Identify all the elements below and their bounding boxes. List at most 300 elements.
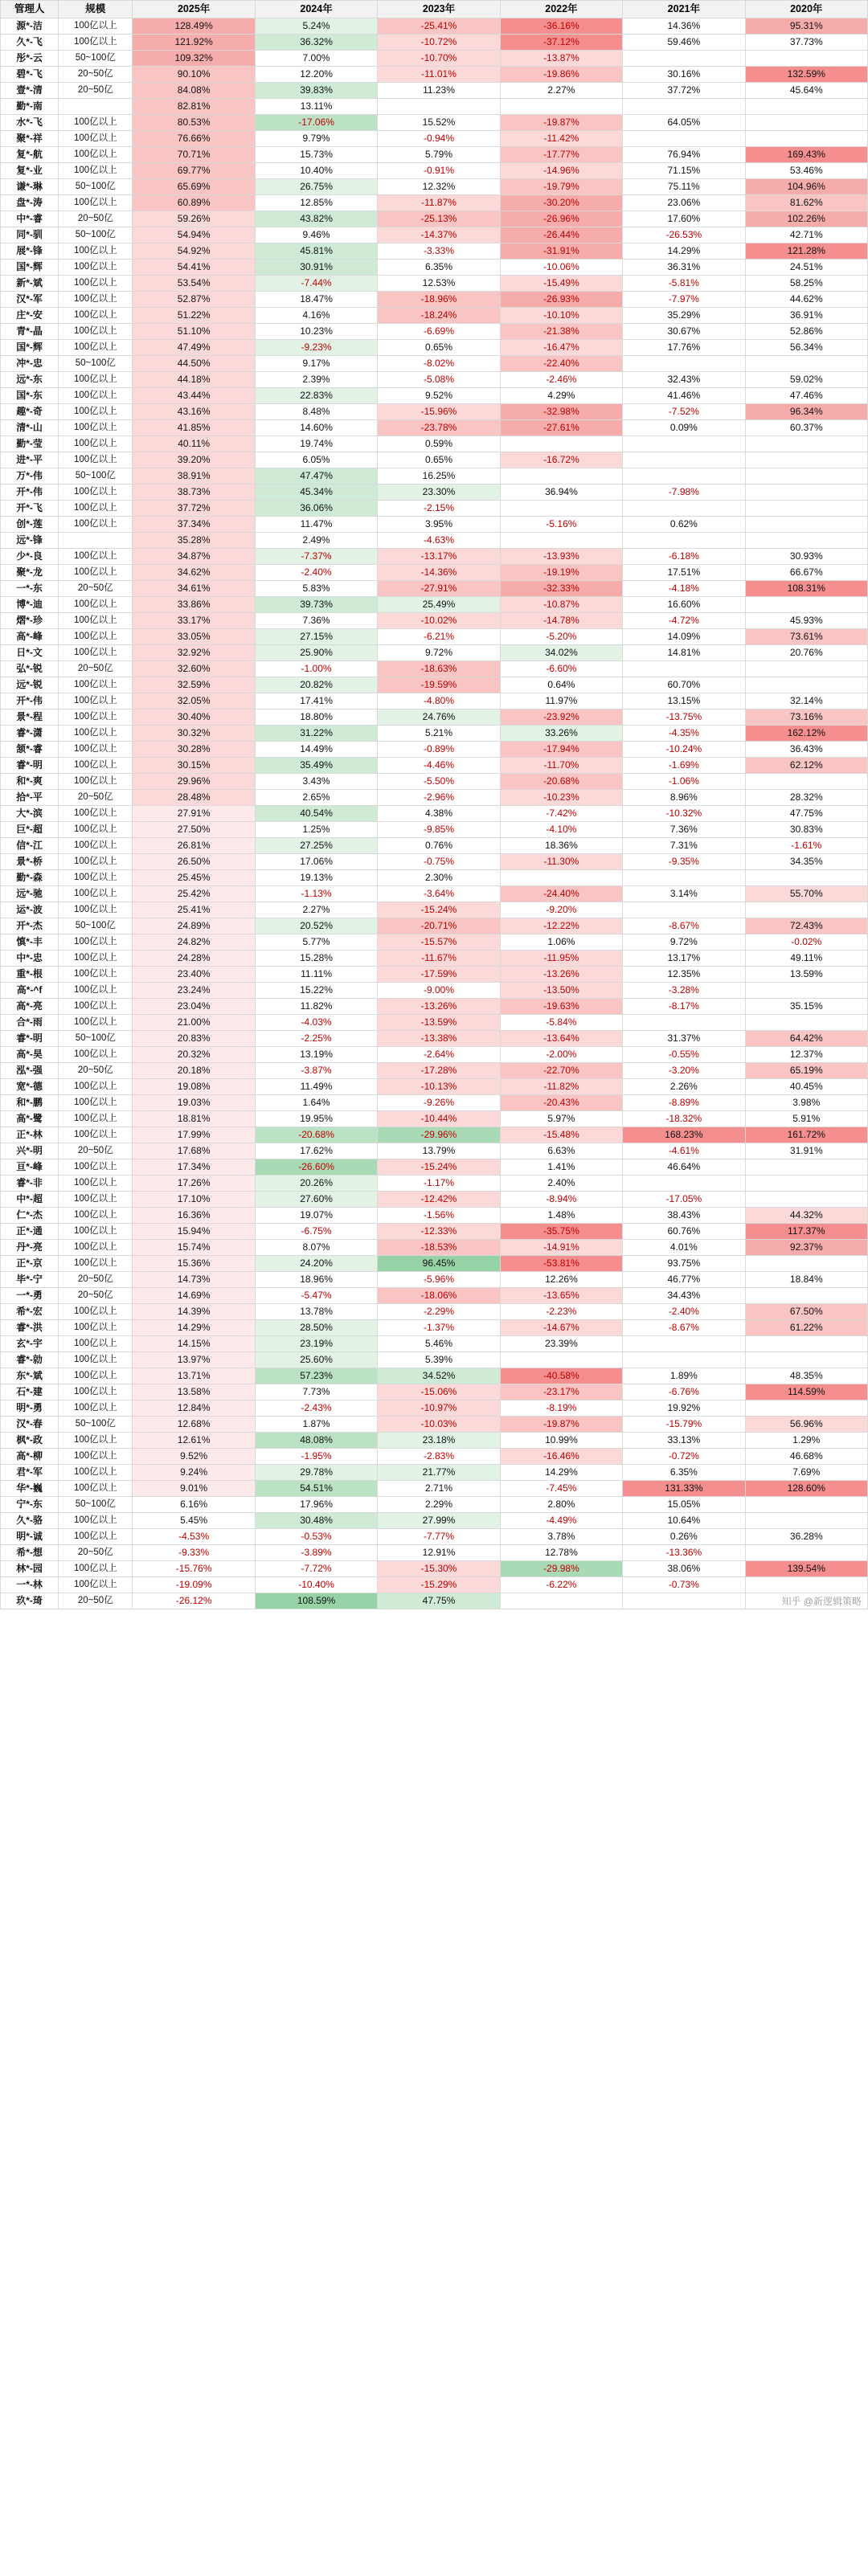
scale-cell: 100亿以上 <box>59 147 133 163</box>
return-cell-2020年: 139.54% <box>745 1561 867 1577</box>
return-cell-2021年: 17.60% <box>623 211 745 227</box>
return-cell-2021年: 38.43% <box>623 1208 745 1224</box>
return-cell-2023年: 12.53% <box>378 276 500 292</box>
return-cell-2022年: -6.22% <box>500 1577 622 1593</box>
return-cell-2021年: -4.61% <box>623 1143 745 1159</box>
manager-name-cell: 国*-辉 <box>1 260 59 276</box>
return-cell-2024年: 6.05% <box>255 452 377 468</box>
manager-name-cell: 颔*-睿 <box>1 742 59 758</box>
return-cell-2025年: 21.00% <box>133 1015 255 1031</box>
return-cell-2021年: -0.73% <box>623 1577 745 1593</box>
return-cell-2024年: -2.25% <box>255 1031 377 1047</box>
scale-cell: 100亿以上 <box>59 1368 133 1384</box>
return-cell-2020年: 95.31% <box>745 18 867 35</box>
return-cell-2024年: 11.11% <box>255 967 377 983</box>
return-cell-2025年: 17.10% <box>133 1192 255 1208</box>
return-cell-2021年: 14.81% <box>623 645 745 661</box>
table-row <box>1 468 868 485</box>
return-cell-2022年: -13.50% <box>500 983 622 999</box>
table-row <box>1 549 868 565</box>
return-cell-2022年: -15.48% <box>500 1127 622 1143</box>
scale-cell: 100亿以上 <box>59 372 133 388</box>
return-cell-2020年: 55.70% <box>745 886 867 902</box>
manager-name-cell: 水*-飞 <box>1 115 59 131</box>
return-cell-2023年: 25.49% <box>378 597 500 613</box>
return-cell-2025年: 17.99% <box>133 1127 255 1143</box>
return-cell-2022年: 2.27% <box>500 83 622 99</box>
return-cell-2020年: 28.32% <box>745 790 867 806</box>
return-cell-2020年: 59.02% <box>745 372 867 388</box>
return-cell-2025年: -9.33% <box>133 1545 255 1561</box>
return-cell-2025年: 19.08% <box>133 1079 255 1095</box>
manager-name-cell: 谦*-琳 <box>1 179 59 195</box>
return-cell-2023年: -11.67% <box>378 951 500 967</box>
return-cell-2021年 <box>623 1593 745 1609</box>
return-cell-2023年: -18.96% <box>378 292 500 308</box>
return-cell-2020年: 62.12% <box>745 758 867 774</box>
manager-name-cell: 彤*-云 <box>1 51 59 67</box>
return-cell-2025年: 32.60% <box>133 661 255 677</box>
scale-cell: 100亿以上 <box>59 1192 133 1208</box>
return-cell-2023年: 3.95% <box>378 517 500 533</box>
return-cell-2023年: 24.76% <box>378 709 500 726</box>
return-cell-2021年: 13.17% <box>623 951 745 967</box>
return-cell-2023年: 5.21% <box>378 726 500 742</box>
return-cell-2022年: -10.23% <box>500 790 622 806</box>
return-cell-2024年: -7.44% <box>255 276 377 292</box>
return-cell-2025年: 51.22% <box>133 308 255 324</box>
return-cell-2023年: -29.96% <box>378 1127 500 1143</box>
table-row <box>1 147 868 163</box>
return-cell-2023年: 12.32% <box>378 179 500 195</box>
return-cell-2022年: -20.43% <box>500 1095 622 1111</box>
return-cell-2020年: 36.43% <box>745 742 867 758</box>
table-row <box>1 18 868 35</box>
manager-name-cell: 万*-伟 <box>1 468 59 485</box>
scale-cell: 100亿以上 <box>59 758 133 774</box>
return-cell-2021年: 46.77% <box>623 1272 745 1288</box>
return-cell-2024年: -26.60% <box>255 1159 377 1176</box>
return-cell-2023年: -12.33% <box>378 1224 500 1240</box>
return-cell-2022年 <box>500 468 622 485</box>
return-cell-2025年: 15.74% <box>133 1240 255 1256</box>
return-cell-2022年: -4.10% <box>500 822 622 838</box>
return-cell-2020年: 12.37% <box>745 1047 867 1063</box>
scale-cell: 20~50亿 <box>59 1545 133 1561</box>
return-cell-2022年: -9.20% <box>500 902 622 918</box>
return-cell-2020年 <box>745 356 867 372</box>
return-cell-2025年: 13.97% <box>133 1352 255 1368</box>
return-cell-2021年 <box>623 1336 745 1352</box>
scale-cell: 100亿以上 <box>59 806 133 822</box>
return-cell-2024年: 20.26% <box>255 1176 377 1192</box>
return-cell-2025年: 25.42% <box>133 886 255 902</box>
return-cell-2025年: 53.54% <box>133 276 255 292</box>
return-cell-2024年: 30.48% <box>255 1513 377 1529</box>
return-cell-2023年: -2.15% <box>378 501 500 517</box>
return-cell-2023年: -3.33% <box>378 243 500 260</box>
return-cell-2021年: 15.05% <box>623 1497 745 1513</box>
return-cell-2022年: -19.87% <box>500 115 622 131</box>
return-cell-2024年: 11.82% <box>255 999 377 1015</box>
manager-name-cell: 日*-文 <box>1 645 59 661</box>
return-cell-2024年: 29.78% <box>255 1465 377 1481</box>
return-cell-2020年: 81.62% <box>745 195 867 211</box>
return-cell-2025年: 16.36% <box>133 1208 255 1224</box>
return-cell-2021年: 17.51% <box>623 565 745 581</box>
return-cell-2021年: 23.06% <box>623 195 745 211</box>
manager-name-cell: 重*-根 <box>1 967 59 983</box>
col-header-2023: 2023年 <box>378 1 500 18</box>
return-cell-2020年 <box>745 774 867 790</box>
return-cell-2025年: 20.18% <box>133 1063 255 1079</box>
return-cell-2023年: -7.77% <box>378 1529 500 1545</box>
manager-name-cell: 宁*-东 <box>1 1497 59 1513</box>
return-cell-2021年: 7.31% <box>623 838 745 854</box>
return-cell-2025年: 29.96% <box>133 774 255 790</box>
return-cell-2025年: 34.61% <box>133 581 255 597</box>
manager-name-cell: 和*-鹏 <box>1 1095 59 1111</box>
table-row <box>1 260 868 276</box>
table-row <box>1 420 868 436</box>
return-cell-2020年: 18.84% <box>745 1272 867 1288</box>
return-cell-2025年: 33.86% <box>133 597 255 613</box>
return-cell-2023年: -15.29% <box>378 1577 500 1593</box>
return-cell-2021年: 3.14% <box>623 886 745 902</box>
manager-name-cell: 毕*-宁 <box>1 1272 59 1288</box>
return-cell-2020年 <box>745 870 867 886</box>
table-row <box>1 501 868 517</box>
manager-name-cell: 中*-超 <box>1 1192 59 1208</box>
return-cell-2023年: 0.59% <box>378 436 500 452</box>
return-cell-2021年 <box>623 870 745 886</box>
return-cell-2024年: -2.40% <box>255 565 377 581</box>
return-cell-2022年: -11.95% <box>500 951 622 967</box>
return-cell-2021年: 30.16% <box>623 67 745 83</box>
manager-name-cell: 开*-伟 <box>1 693 59 709</box>
return-cell-2021年: 60.70% <box>623 677 745 693</box>
return-cell-2022年 <box>500 501 622 517</box>
return-cell-2020年: 30.93% <box>745 549 867 565</box>
return-cell-2024年: 10.23% <box>255 324 377 340</box>
return-cell-2024年: 11.47% <box>255 517 377 533</box>
table-row <box>1 870 868 886</box>
return-cell-2023年: -2.29% <box>378 1304 500 1320</box>
return-cell-2025年: 9.52% <box>133 1449 255 1465</box>
scale-cell: 100亿以上 <box>59 870 133 886</box>
return-cell-2022年: -7.42% <box>500 806 622 822</box>
return-cell-2023年: -8.02% <box>378 356 500 372</box>
return-cell-2020年: 64.42% <box>745 1031 867 1047</box>
table-row <box>1 1224 868 1240</box>
return-cell-2022年: -2.00% <box>500 1047 622 1063</box>
return-cell-2022年: -15.49% <box>500 276 622 292</box>
return-cell-2023年: -2.83% <box>378 1449 500 1465</box>
return-cell-2020年: 66.67% <box>745 565 867 581</box>
return-cell-2023年: -11.01% <box>378 67 500 83</box>
return-cell-2021年: 93.75% <box>623 1256 745 1272</box>
return-cell-2022年: -13.93% <box>500 549 622 565</box>
table-row <box>1 1015 868 1031</box>
scale-cell: 100亿以上 <box>59 1481 133 1497</box>
table-row <box>1 1272 868 1288</box>
return-cell-2025年: 128.49% <box>133 18 255 35</box>
scale-cell: 100亿以上 <box>59 1127 133 1143</box>
return-cell-2021年: -8.89% <box>623 1095 745 1111</box>
return-cell-2020年 <box>745 1159 867 1176</box>
scale-cell: 50~100亿 <box>59 468 133 485</box>
manager-name-cell: 睿*-明 <box>1 758 59 774</box>
return-cell-2023年: -10.02% <box>378 613 500 629</box>
return-cell-2023年: -0.94% <box>378 131 500 147</box>
return-cell-2024年: 13.11% <box>255 99 377 115</box>
table-row <box>1 1368 868 1384</box>
table-row <box>1 758 868 774</box>
scale-cell: 100亿以上 <box>59 565 133 581</box>
return-cell-2022年: -4.49% <box>500 1513 622 1529</box>
return-cell-2024年: 8.07% <box>255 1240 377 1256</box>
return-cell-2020年: 56.34% <box>745 340 867 356</box>
manager-name-cell: 久*-飞 <box>1 35 59 51</box>
manager-name-cell: 弘*-锐 <box>1 661 59 677</box>
manager-name-cell: 国*-辉 <box>1 340 59 356</box>
manager-name-cell: 冲*-忠 <box>1 356 59 372</box>
return-cell-2022年: -32.98% <box>500 404 622 420</box>
return-cell-2021年: 30.67% <box>623 324 745 340</box>
return-cell-2025年: 76.66% <box>133 131 255 147</box>
return-cell-2020年: 60.37% <box>745 420 867 436</box>
return-cell-2025年: 5.45% <box>133 1513 255 1529</box>
col-header-scale: 规模 <box>59 1 133 18</box>
return-cell-2022年: -21.38% <box>500 324 622 340</box>
return-cell-2024年: 3.43% <box>255 774 377 790</box>
return-cell-2024年: -7.72% <box>255 1561 377 1577</box>
return-cell-2024年: -1.13% <box>255 886 377 902</box>
return-cell-2023年: 47.75% <box>378 1593 500 1609</box>
return-cell-2022年: -11.42% <box>500 131 622 147</box>
return-cell-2022年: -13.65% <box>500 1288 622 1304</box>
scale-cell: 100亿以上 <box>59 1433 133 1449</box>
return-cell-2020年 <box>745 131 867 147</box>
return-cell-2023年: -1.56% <box>378 1208 500 1224</box>
return-cell-2022年: -7.45% <box>500 1481 622 1497</box>
return-cell-2023年: 2.29% <box>378 1497 500 1513</box>
scale-cell: 100亿以上 <box>59 35 133 51</box>
scale-cell: 100亿以上 <box>59 983 133 999</box>
scale-cell: 20~50亿 <box>59 661 133 677</box>
return-cell-2021年: 6.35% <box>623 1465 745 1481</box>
scale-cell: 100亿以上 <box>59 388 133 404</box>
return-cell-2023年: 96.45% <box>378 1256 500 1272</box>
return-cell-2025年: 27.91% <box>133 806 255 822</box>
scale-cell: 50~100亿 <box>59 227 133 243</box>
return-cell-2023年: -10.72% <box>378 35 500 51</box>
return-cell-2025年: 33.05% <box>133 629 255 645</box>
return-cell-2023年: -14.37% <box>378 227 500 243</box>
table-row <box>1 790 868 806</box>
return-cell-2022年: 4.29% <box>500 388 622 404</box>
return-cell-2023年: -2.64% <box>378 1047 500 1063</box>
return-cell-2024年: 22.83% <box>255 388 377 404</box>
scale-cell: 100亿以上 <box>59 742 133 758</box>
col-header-2022: 2022年 <box>500 1 622 18</box>
return-cell-2021年: -1.06% <box>623 774 745 790</box>
return-cell-2025年: 24.89% <box>133 918 255 934</box>
return-cell-2025年: 51.10% <box>133 324 255 340</box>
manager-name-cell: 亘*-峰 <box>1 1159 59 1176</box>
return-cell-2025年: 13.58% <box>133 1384 255 1400</box>
scale-cell: 100亿以上 <box>59 485 133 501</box>
scale-cell: 100亿以上 <box>59 1240 133 1256</box>
return-cell-2020年 <box>745 517 867 533</box>
table-row <box>1 292 868 308</box>
return-cell-2021年: 46.64% <box>623 1159 745 1176</box>
return-cell-2022年 <box>500 436 622 452</box>
manager-name-cell: 盘*-涛 <box>1 195 59 211</box>
return-cell-2022年: 5.97% <box>500 1111 622 1127</box>
return-cell-2022年: -19.87% <box>500 1417 622 1433</box>
table-row <box>1 83 868 99</box>
return-cell-2020年: 96.34% <box>745 404 867 420</box>
return-cell-2024年: 12.85% <box>255 195 377 211</box>
return-cell-2023年: -17.28% <box>378 1063 500 1079</box>
manager-name-cell: 开*-伟 <box>1 485 59 501</box>
return-cell-2025年: 109.32% <box>133 51 255 67</box>
return-cell-2024年: 19.07% <box>255 1208 377 1224</box>
return-cell-2024年: -7.37% <box>255 549 377 565</box>
return-cell-2020年: 36.28% <box>745 1529 867 1545</box>
return-cell-2024年: 48.08% <box>255 1433 377 1449</box>
table-row <box>1 742 868 758</box>
return-cell-2025年: 30.40% <box>133 709 255 726</box>
table-row <box>1 35 868 51</box>
return-cell-2023年: -6.21% <box>378 629 500 645</box>
return-cell-2024年: 20.82% <box>255 677 377 693</box>
return-cell-2022年: -35.75% <box>500 1224 622 1240</box>
return-cell-2022年: 6.63% <box>500 1143 622 1159</box>
return-cell-2023年: -14.36% <box>378 565 500 581</box>
return-cell-2021年 <box>623 436 745 452</box>
scale-cell: 100亿以上 <box>59 854 133 870</box>
table-row <box>1 195 868 211</box>
return-cell-2023年: 5.39% <box>378 1352 500 1368</box>
return-cell-2025年: 25.41% <box>133 902 255 918</box>
return-cell-2021年: -8.17% <box>623 999 745 1015</box>
return-cell-2025年: 43.16% <box>133 404 255 420</box>
scale-cell: 20~50亿 <box>59 67 133 83</box>
return-cell-2025年: -26.12% <box>133 1593 255 1609</box>
return-cell-2020年 <box>745 1288 867 1304</box>
manager-name-cell: 高*-亮 <box>1 999 59 1015</box>
return-cell-2021年: 16.60% <box>623 597 745 613</box>
return-cell-2020年 <box>745 1513 867 1529</box>
return-cell-2021年: 9.72% <box>623 934 745 951</box>
return-cell-2025年: 17.68% <box>133 1143 255 1159</box>
return-cell-2021年: -1.69% <box>623 758 745 774</box>
return-cell-2021年: 0.26% <box>623 1529 745 1545</box>
table-row <box>1 597 868 613</box>
scale-cell: 100亿以上 <box>59 1159 133 1176</box>
return-cell-2025年: 32.92% <box>133 645 255 661</box>
manager-name-cell: 正*-通 <box>1 1224 59 1240</box>
scale-cell: 100亿以上 <box>59 436 133 452</box>
return-cell-2025年: 41.85% <box>133 420 255 436</box>
return-cell-2021年: -2.40% <box>623 1304 745 1320</box>
return-cell-2020年: 47.46% <box>745 388 867 404</box>
return-cell-2020年: 3.98% <box>745 1095 867 1111</box>
return-cell-2020年: 40.45% <box>745 1079 867 1095</box>
scale-cell: 100亿以上 <box>59 1384 133 1400</box>
manager-name-cell: 熠*-珍 <box>1 613 59 629</box>
return-cell-2024年: 17.41% <box>255 693 377 709</box>
return-cell-2025年: 24.28% <box>133 951 255 967</box>
scale-cell: 20~50亿 <box>59 1143 133 1159</box>
return-cell-2025年: 33.17% <box>133 613 255 629</box>
table-row <box>1 324 868 340</box>
return-cell-2022年: -32.33% <box>500 581 622 597</box>
scale-cell: 50~100亿 <box>59 179 133 195</box>
return-cell-2021年 <box>623 661 745 677</box>
return-cell-2023年: -10.03% <box>378 1417 500 1433</box>
return-cell-2021年: -7.98% <box>623 485 745 501</box>
manager-name-cell: 玖*-琦 <box>1 1593 59 1609</box>
return-cell-2021年: 31.37% <box>623 1031 745 1047</box>
table-row <box>1 806 868 822</box>
return-cell-2024年: -3.87% <box>255 1063 377 1079</box>
return-cell-2025年: 26.81% <box>133 838 255 854</box>
manager-name-cell: 远*-东 <box>1 372 59 388</box>
return-cell-2021年: 71.15% <box>623 163 745 179</box>
return-cell-2020年: 61.22% <box>745 1320 867 1336</box>
return-cell-2021年: 0.09% <box>623 420 745 436</box>
return-cell-2022年: -24.40% <box>500 886 622 902</box>
return-cell-2020年: 30.83% <box>745 822 867 838</box>
return-cell-2024年: 57.23% <box>255 1368 377 1384</box>
return-cell-2023年: -9.85% <box>378 822 500 838</box>
return-cell-2024年: -5.47% <box>255 1288 377 1304</box>
table-row <box>1 645 868 661</box>
manager-name-cell: 一*-林 <box>1 1577 59 1593</box>
return-cell-2020年: 44.62% <box>745 292 867 308</box>
return-cell-2022年: -8.19% <box>500 1400 622 1417</box>
return-cell-2022年: -14.78% <box>500 613 622 629</box>
manager-name-cell: 汉*-军 <box>1 292 59 308</box>
return-cell-2024年: 20.52% <box>255 918 377 934</box>
scale-cell: 100亿以上 <box>59 1304 133 1320</box>
table-row <box>1 726 868 742</box>
return-cell-2020年 <box>745 1352 867 1368</box>
return-cell-2022年: -10.06% <box>500 260 622 276</box>
table-row <box>1 854 868 870</box>
return-cell-2025年: 52.87% <box>133 292 255 308</box>
manager-name-cell: 兴*-明 <box>1 1143 59 1159</box>
scale-cell: 100亿以上 <box>59 404 133 420</box>
manager-name-cell: 明*-勇 <box>1 1400 59 1417</box>
return-cell-2023年: -15.30% <box>378 1561 500 1577</box>
return-cell-2020年: 169.43% <box>745 147 867 163</box>
return-cell-2021年: 64.05% <box>623 115 745 131</box>
return-cell-2025年: 9.24% <box>133 1465 255 1481</box>
manager-name-cell: 远*-锋 <box>1 533 59 549</box>
return-cell-2023年: -15.24% <box>378 1159 500 1176</box>
return-cell-2025年: 43.44% <box>133 388 255 404</box>
manager-name-cell: 石*-建 <box>1 1384 59 1400</box>
manager-name-cell: 景*-程 <box>1 709 59 726</box>
table-body <box>1 18 868 1609</box>
return-cell-2024年: 35.49% <box>255 758 377 774</box>
return-cell-2021年: 37.72% <box>623 83 745 99</box>
table-row <box>1 967 868 983</box>
